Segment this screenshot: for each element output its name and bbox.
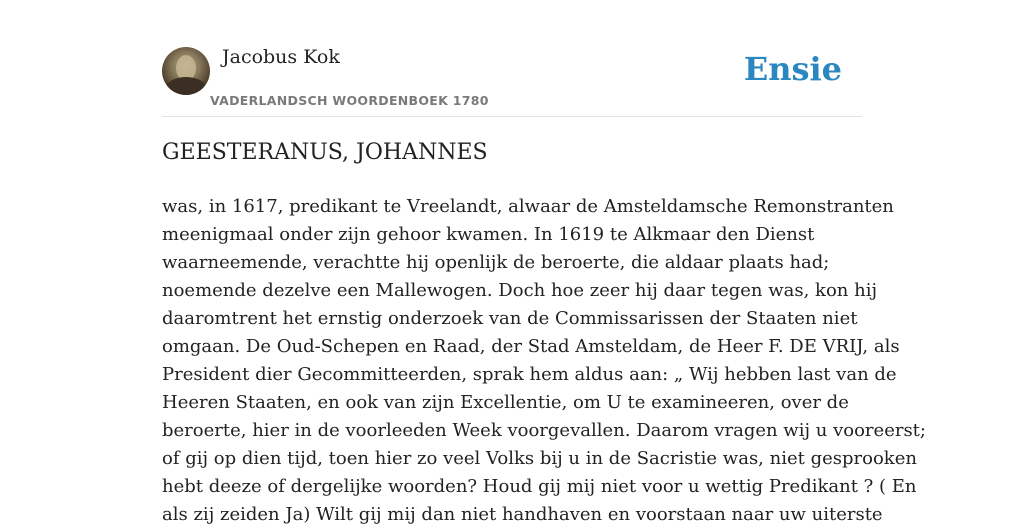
ensie-logo[interactable]: Ensie [743,50,842,88]
body-line: of gij op dien tijd, toen hier zo veel Volks bij u in de Sacristie was, niet gesprooken [162,448,917,469]
body-line: omgaan. De Oud-Schepen en Raad, der Stad Amsteldam, de Heer F. DE VRIJ, als [162,336,900,357]
body-line: noemende dezelve een Mallewogen. Doch hoe zeer hij daar tegen was, kon hij [162,280,878,301]
body-line: waarneemende, verachtte hij openlijk de beroerte, die aldaar plaats had; [162,252,830,273]
page-header [162,40,862,117]
source-title[interactable]: VADERLANDSCH WOORDENBOEK 1780 [210,93,489,108]
body-line: als zij zeiden Ja) Wilt gij mij dan niet handhaven en voorstaan naar uw uiterste [162,504,883,525]
entry-body [162,193,926,529]
author-avatar[interactable] [162,47,210,95]
body-line: meenigmaal onder zijn gehoor kwamen. In 1619 te Alkmaar den Dienst [162,224,815,245]
author-name[interactable]: Jacobus Kok [222,46,340,68]
body-line: beroerte, hier in de voorleeden Week voorgevallen. Daarom vragen wij u vooreerst; [162,420,926,441]
body-line: Heeren Staaten, en ook van zijn Excellentie, om U te examineeren, over de [162,392,849,413]
body-line: daaromtrent het ernstig onderzoek van de Commissarissen der Staaten niet [162,308,858,329]
body-line: hebt deeze of dergelijke woorden? Houd gij mij niet voor u wettig Predikant ? ( En [162,476,917,497]
body-line: President dier Gecommitteerden, sprak hem aldus aan: „ Wij hebben last van de [162,364,897,385]
body-line: was, in 1617, predikant te Vreelandt, alwaar de Amsteldamsche Remonstranten [162,196,894,217]
entry-title: GEESTERANUS, JOHANNES [162,140,488,165]
avatar-portrait-coat [166,77,206,95]
